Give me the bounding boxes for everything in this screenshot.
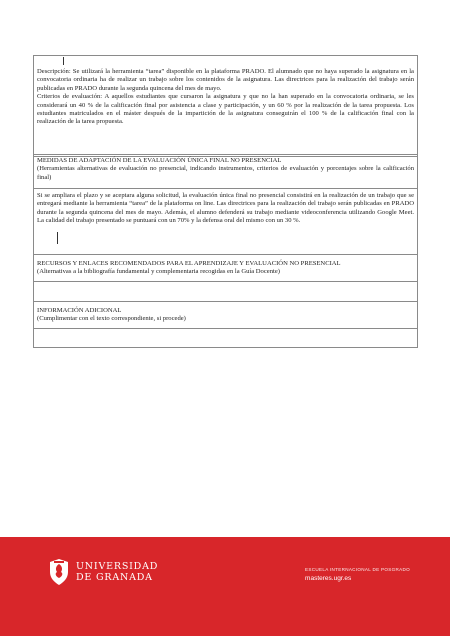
text-cursor [57, 232, 58, 244]
school-name: ESCUELA INTERNACIONAL DE POSGRADO [305, 567, 410, 572]
text-cursor [63, 57, 64, 65]
evaluation-table-top [33, 55, 418, 157]
medidas-header-cell [34, 155, 417, 189]
footer-band [0, 537, 450, 636]
medidas-subtitle: (Herramientas alternativas de evaluación no presencial, indicando instrumentos, criterios de evaluación y porcentajes sobre la calificación final) [37, 165, 414, 181]
medidas-title: MEDIDAS DE ADAPTACIÓN DE LA EVALUACIÓN ÚNICA FINAL NO PRESENCIAL [37, 157, 282, 164]
evaluation-table-bottom [33, 154, 418, 348]
recursos-body-cell [34, 282, 417, 302]
website-link[interactable]: masteres.ugr.es [305, 575, 352, 582]
logo-line-1: UNIVERSIDAD [76, 561, 159, 572]
logo-line-2: DE GRANADA [76, 572, 153, 583]
crest-icon [48, 558, 70, 586]
info-header-cell [34, 302, 417, 329]
criteria-paragraph: Criterios de evaluación: A aquellos estudiantes que cursaron la asignatura y que no la han superado en la convocatoria ordinaria, se les considerará un 40 % de la calificación final por asistencia a clase y participación, y un 60 % por la realización de la tarea propuesta. Los estudiantes matriculados en el máster después de la impartición de la asignatura conseguirán el 100 % de la calificación final con la realización de la tarea propuesta. [37, 93, 414, 126]
recursos-subtitle: (Alternativas a la bibliografía fundamental y complementaria recogidas en la Guía Docente) [37, 268, 280, 276]
info-subtitle: (Cumplimentar con el texto correspondiente, si procede) [37, 315, 186, 323]
recursos-header-cell [34, 255, 417, 282]
evaluation-cell [34, 56, 417, 156]
medidas-body: Si se ampliara el plazo y se aceptara alguna solicitud, la evaluación única final no presencial consistirá en la realización de un trabajo que se entregará mediante la herramienta “tarea” de la plataforma on line. Las directrices para la realización del trabajo serán publicadas en PRADO durante la segunda quincena del mes de mayo. Además, el alumno defenderá su trabajo mediante videoconferencia utilizando Google Meet. La calidad del trabajo presentado se puntuará con un 70% y la defensa oral del mismo con un 30 %. [37, 192, 414, 225]
university-logo [48, 558, 158, 586]
medidas-body-cell [34, 189, 417, 255]
school-info [305, 567, 410, 582]
info-title: INFORMACIÓN ADICIONAL [37, 307, 122, 314]
info-body-cell [34, 329, 417, 347]
description-paragraph: Descripción: Se utilizará la herramienta “tarea” disponible en la plataforma PRADO. El alumnado que no haya superado la asignatura en la convocatoria ordinaria ha de realizar un trabajo sobre los contenidos de la asignatura. Las directrices para la realización del trabajo serán publicadas en PRADO durante la segunda quincena del mes de mayo. [37, 68, 414, 92]
recursos-title: RECURSOS Y ENLACES RECOMENDADOS PARA EL APRENDIZAJE Y EVALUACIÓN NO PRESENCIAL [37, 260, 341, 267]
